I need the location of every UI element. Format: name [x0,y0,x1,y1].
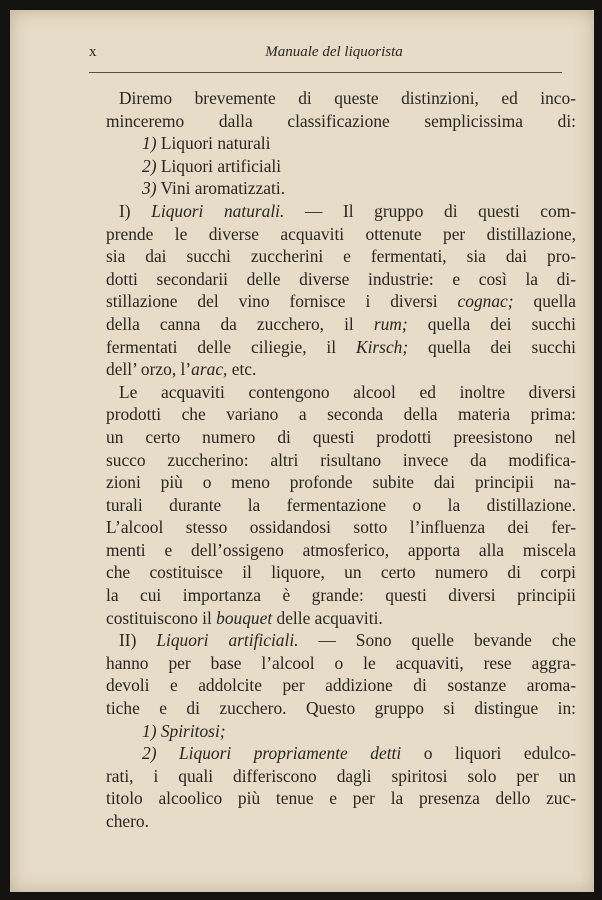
text-segment: succo zuccherino: altri risultano invece da modifica- [106,449,576,470]
text-line [106,177,576,200]
text-segment: turali durante la fermentazione o la distillazione. [106,494,576,515]
text-line [106,584,576,607]
italic-segment: Liquori artificiali. [156,630,299,651]
text-line [106,539,576,562]
text-line [106,358,576,381]
text-line [106,765,576,788]
italic-segment: arac, [191,359,228,380]
italic-segment: 2) [142,155,157,176]
text-segment: quella dei succhi [407,313,576,334]
text-line [106,652,576,675]
italic-segment: 1) Spiritosi; [142,720,226,741]
text-segment: — Sono quelle bevande che [298,630,576,651]
text-segment: prende le diverse acquaviti ottenute per distillazione, [106,223,576,244]
italic-segment: rum; [373,313,408,334]
text-line [106,742,576,765]
text-line [106,245,576,268]
text-line [106,87,576,110]
text-line [106,336,576,359]
italic-segment: Kirsch; [355,336,409,357]
text-segment: quella [513,291,576,312]
text-segment: Liquori artificiali [156,155,282,176]
book-page [10,10,594,892]
text-segment: II) [119,630,157,651]
text-segment: menti e dell’ossigeno atmosferico, apporta alla miscela [106,539,576,560]
text-segment: hanno per base l’alcool o le acquaviti, rese aggra- [106,652,576,673]
text-line [106,720,576,743]
text-line [106,471,576,494]
text-segment: dotti secondarii delle diverse industrie: e così la di- [106,268,576,289]
text-line [106,787,576,810]
text-segment: titolo alcoolico più tenue e per la presenza dello zuc- [106,788,576,809]
text-line [106,449,576,472]
text-segment: chero. [106,811,149,831]
text-line [106,810,576,833]
text-segment: I) [119,200,152,221]
text-segment: — Il gruppo di questi com- [284,200,577,221]
text-line [106,132,576,155]
text-line [106,516,576,539]
text-line [106,268,576,291]
text-line [106,674,576,697]
text-line [106,381,576,404]
italic-segment: 2) Liquori propriamente detti [142,743,402,764]
italic-segment: 3) [142,178,157,199]
text-segment: un certo numero di questi prodotti preesistono nel [106,426,576,447]
text-segment: L’alcool stesso ossidandosi sotto l’influenza dei fer- [106,517,576,538]
italic-segment: cognac; [457,291,514,312]
italic-segment: bouquet [216,607,273,628]
text-line [106,494,576,517]
text-body [106,87,576,833]
text-segment: minceremo dalla classificazione semplicissima di: [106,110,576,131]
text-segment: etc. [227,359,257,380]
text-segment: devoli e addolcite per addizione di sostanze aroma- [106,675,576,696]
text-line [106,607,576,630]
text-line [106,110,576,133]
text-segment: o liquori edulco- [401,743,576,764]
text-segment: prodotti che variano a seconda della materia prima: [106,404,576,425]
text-segment: Le acquaviti contengono alcool ed inoltre diversi [119,381,576,402]
text-segment: Diremo brevemente di queste distinzioni, ed inco- [119,88,576,108]
text-segment: rati, i quali differiscono dagli spiritosi solo per un [106,765,576,786]
text-segment: che costituisce il liquore, un certo numero di corpi [106,562,576,583]
text-line [106,223,576,246]
text-segment: Liquori naturali [156,133,271,154]
running-title: Manuale del liquorista [265,44,403,60]
text-segment: costituiscono il [106,607,217,628]
text-line [106,155,576,178]
text-line [106,313,576,336]
text-segment: zioni più o meno profonde subite dai principii na- [106,472,576,493]
text-line [106,561,576,584]
page-header [89,44,559,66]
text-line [106,426,576,449]
text-line [106,629,576,652]
text-line [106,697,576,720]
text-segment: Vini aromatizzati. [156,178,286,199]
italic-segment: 1) [142,133,157,154]
text-segment: tiche e di zucchero. Questo gruppo si distingue in: [106,698,576,719]
text-segment: stillazione del vino fornisce i diversi [106,291,458,312]
text-line [106,403,576,426]
text-segment: fermentati delle ciliegie, il [106,336,356,357]
header-rule [89,72,562,73]
text-segment: sia dai succhi zuccherini e fermentati, sia dai pro- [106,246,576,267]
text-segment: dell’ orzo, l’ [106,359,192,380]
text-line [106,200,576,223]
text-segment: delle acquaviti. [272,607,383,628]
text-segment: quella dei succhi [408,336,576,357]
text-segment: della canna da zucchero, il [106,313,374,334]
text-segment: la cui importanza è grande: questi diversi principii [106,585,576,606]
italic-segment: Liquori naturali. [151,200,285,221]
page-number: x [89,44,98,60]
text-line [106,290,576,313]
